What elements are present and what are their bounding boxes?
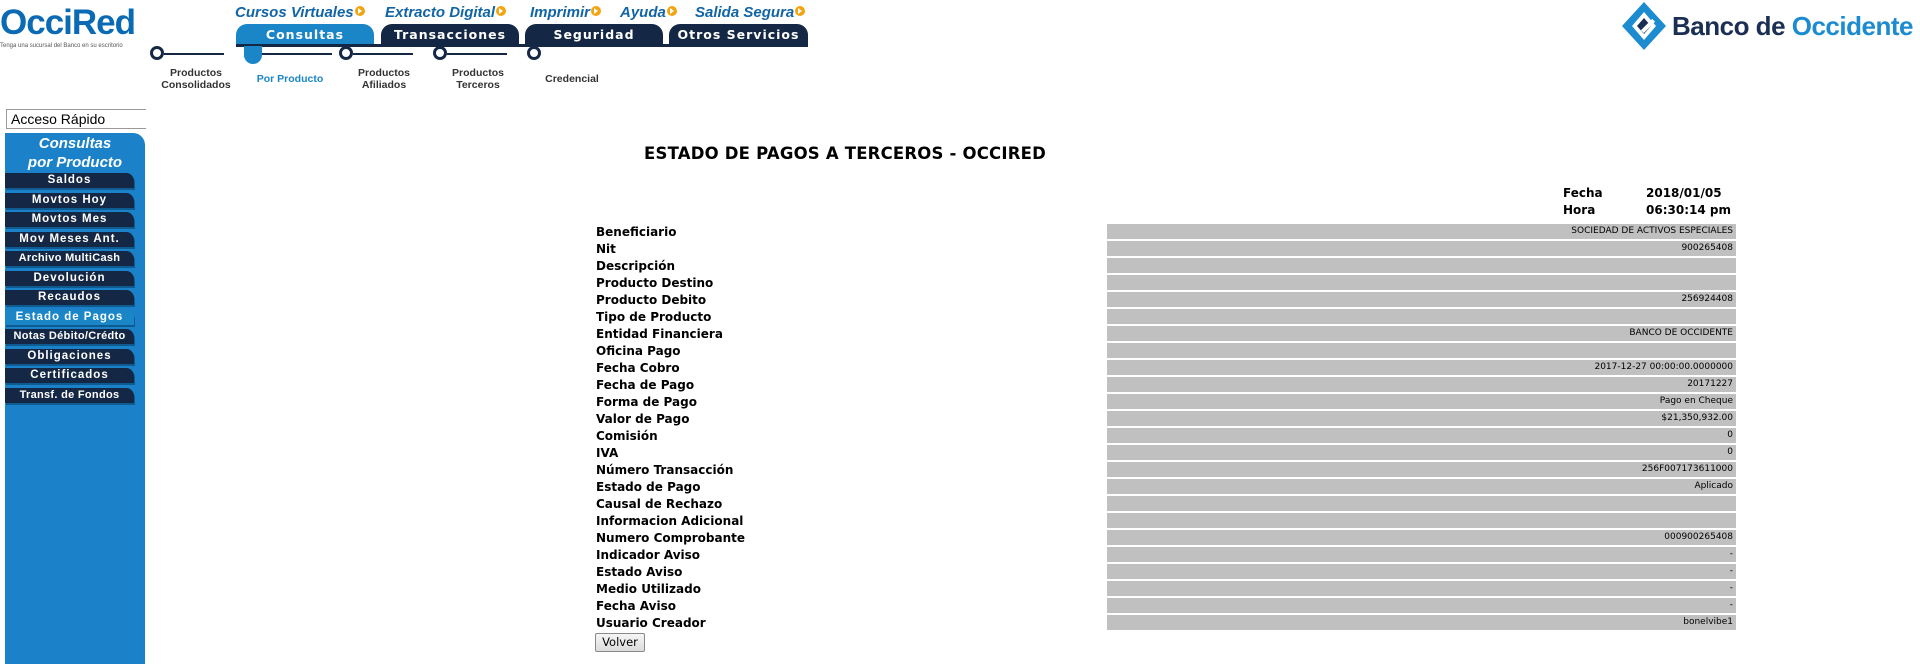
- subnav-label-line2: Terceros: [456, 79, 500, 91]
- detail-row: [596, 224, 1736, 241]
- logo-tagline: Tenga una sucursal del Banco en su escritorio: [0, 43, 123, 49]
- detail-label: Entidad Financiera: [596, 327, 723, 341]
- subnav-label-line1: Credencial: [545, 73, 599, 85]
- subnav-por-producto[interactable]: [245, 73, 335, 85]
- tab-otros-servicios[interactable]: Otros Servicios: [669, 24, 808, 46]
- detail-label: Nit: [596, 242, 616, 256]
- detail-label: Forma de Pago: [596, 395, 697, 409]
- detail-value: -: [1107, 564, 1736, 579]
- back-button[interactable]: Volver: [595, 633, 645, 652]
- sidebar: [5, 133, 145, 664]
- detail-label: Estado Aviso: [596, 565, 683, 579]
- sidebar-item-notas-debito-credito[interactable]: Notas Débito/Crédto: [5, 329, 134, 344]
- detail-label: Oficina Pago: [596, 344, 681, 358]
- detail-value: $21,350,932.00: [1107, 411, 1736, 426]
- sidebar-item-movtos-mes[interactable]: Movtos Mes: [5, 212, 134, 227]
- detail-label: Fecha Cobro: [596, 361, 680, 375]
- detail-value: [1107, 513, 1736, 528]
- detail-label: Indicador Aviso: [596, 548, 701, 562]
- detail-value: 000900265408: [1107, 530, 1736, 545]
- sidebar-item-saldos[interactable]: Saldos: [5, 173, 134, 188]
- sidebar-title-line2: por Producto: [27, 154, 123, 171]
- detail-value: 256F007173611000: [1107, 462, 1736, 477]
- detail-value: bonelvibe1: [1107, 615, 1736, 630]
- sidebar-menu: [5, 173, 145, 403]
- detail-label: Valor de Pago: [596, 412, 690, 426]
- subnav-marker-active: [244, 46, 262, 64]
- detail-value: -: [1107, 598, 1736, 613]
- link-cursos-virtuales[interactable]: Cursos Virtuales: [235, 4, 365, 21]
- bank-name: Banco de Occidente: [1672, 11, 1913, 41]
- detail-row: [596, 258, 1736, 275]
- detail-label: Tipo de Producto: [596, 310, 712, 324]
- sidebar-item-transf-de-fondos[interactable]: Transf. de Fondos: [5, 388, 134, 403]
- subnav-marker: [433, 46, 447, 60]
- detail-row: [596, 462, 1736, 479]
- subnav-label-line1: Productos: [452, 67, 504, 79]
- subnav-connector: [353, 53, 413, 55]
- arrow-icon: [795, 6, 805, 16]
- detail-label: Producto Destino: [596, 276, 714, 290]
- date-value: 2018/01/05: [1646, 186, 1722, 200]
- bank-emblem-icon: [1620, 0, 1668, 56]
- detail-value: SOCIEDAD DE ACTIVOS ESPECIALES: [1107, 224, 1736, 239]
- detail-row: [596, 479, 1736, 496]
- detail-row: [596, 598, 1736, 615]
- sidebar-item-recaudos[interactable]: Recaudos: [5, 290, 134, 305]
- arrow-icon: [667, 6, 677, 16]
- detail-row: [596, 292, 1736, 309]
- subnav-connector: [262, 53, 332, 55]
- detail-label: Número Transacción: [596, 463, 734, 477]
- detail-label: Comisión: [596, 429, 658, 443]
- subnav-productos-consolidados[interactable]: [151, 67, 241, 91]
- detail-row: [596, 513, 1736, 530]
- subnav-connector: [164, 53, 224, 55]
- detail-value: [1107, 343, 1736, 358]
- detail-value: 2017-12-27 00:00:00.0000000: [1107, 360, 1736, 375]
- detail-value: Pago en Cheque: [1107, 394, 1736, 409]
- link-extracto-digital[interactable]: Extracto Digital: [385, 4, 506, 21]
- time-value: 06:30:14 pm: [1646, 203, 1731, 217]
- detail-row: [596, 326, 1736, 343]
- detail-row: [596, 394, 1736, 411]
- detail-row: [596, 615, 1736, 632]
- detail-value: BANCO DE OCCIDENTE: [1107, 326, 1736, 341]
- detail-value: -: [1107, 581, 1736, 596]
- sidebar-title-line1: Consultas: [38, 135, 112, 152]
- detail-label: Beneficiario: [596, 225, 677, 239]
- sub-nav: [0, 46, 820, 96]
- arrow-icon: [355, 6, 365, 16]
- detail-row: [596, 530, 1736, 547]
- subnav-label-line1: Productos: [170, 67, 222, 79]
- quick-access-select[interactable]: Acceso Rápido: [6, 109, 146, 129]
- detail-label: Usuario Creador: [596, 616, 706, 630]
- subnav-marker: [527, 46, 541, 60]
- detail-row: [596, 309, 1736, 326]
- arrow-icon: [591, 6, 601, 16]
- tab-consultas[interactable]: Consultas: [236, 24, 374, 46]
- detail-value: [1107, 258, 1736, 273]
- detail-label: IVA: [596, 446, 619, 460]
- subnav-marker: [150, 46, 164, 60]
- subnav-label-line2: Consolidados: [161, 79, 231, 91]
- sidebar-item-mov-meses-ant[interactable]: Mov Meses Ant.: [5, 232, 134, 247]
- subnav-connector: [447, 53, 507, 55]
- subnav-marker: [339, 46, 353, 60]
- arrow-icon: [496, 6, 506, 16]
- sidebar-item-certificados[interactable]: Certificados: [5, 368, 134, 383]
- subnav-credencial[interactable]: [527, 73, 617, 85]
- detail-label: Numero Comprobante: [596, 531, 745, 545]
- subnav-productos-afiliados[interactable]: [339, 67, 429, 91]
- detail-row: [596, 275, 1736, 292]
- detail-value: 20171227: [1107, 377, 1736, 392]
- detail-value: 0: [1107, 445, 1736, 460]
- detail-row: [596, 343, 1736, 360]
- detail-row: [596, 547, 1736, 564]
- link-ayuda[interactable]: Ayuda: [620, 4, 677, 21]
- sidebar-item-archivo-multicash[interactable]: Archivo MultiCash: [5, 251, 134, 266]
- date-time-info: [1563, 185, 1731, 219]
- detail-label: Informacion Adicional: [596, 514, 744, 528]
- page-title: ESTADO DE PAGOS A TERCEROS - OCCIRED: [644, 144, 1046, 163]
- detail-row: [596, 360, 1736, 377]
- logo-text: OcciRed: [0, 3, 135, 42]
- detail-value: 900265408: [1107, 241, 1736, 256]
- time-row: [1563, 202, 1731, 219]
- detail-row: [596, 564, 1736, 581]
- detail-row: [596, 496, 1736, 513]
- detail-label: Medio Utilizado: [596, 582, 701, 596]
- tab-transacciones[interactable]: Transacciones: [381, 24, 519, 46]
- sidebar-item-estado-de-pagos[interactable]: Estado de Pagos: [5, 310, 134, 325]
- detail-row: [596, 428, 1736, 445]
- detail-value: Aplicado: [1107, 479, 1736, 494]
- subnav-productos-terceros[interactable]: [433, 67, 523, 91]
- detail-row: [596, 411, 1736, 428]
- date-label: Fecha: [1563, 186, 1603, 200]
- detail-row: [596, 241, 1736, 258]
- date-row: [1563, 185, 1731, 202]
- time-label: Hora: [1563, 203, 1596, 217]
- subnav-label-line2: Afiliados: [361, 79, 407, 91]
- link-salida-segura[interactable]: Salida Segura: [695, 4, 805, 21]
- detail-row: [596, 445, 1736, 462]
- sidebar-item-movtos-hoy[interactable]: Movtos Hoy: [5, 193, 134, 208]
- detail-value: [1107, 275, 1736, 290]
- detail-value: -: [1107, 547, 1736, 562]
- detail-label: Fecha de Pago: [596, 378, 695, 392]
- detail-row: [596, 377, 1736, 394]
- detail-label: Descripción: [596, 259, 675, 273]
- detail-label: Causal de Rechazo: [596, 497, 723, 511]
- payment-details: [596, 224, 1736, 632]
- detail-label: Estado de Pago: [596, 480, 701, 494]
- link-imprimir[interactable]: Imprimir: [530, 4, 601, 21]
- detail-value: 256924408: [1107, 292, 1736, 307]
- detail-row: [596, 581, 1736, 598]
- detail-value: [1107, 309, 1736, 324]
- subnav-label-line1: Por Producto: [256, 73, 324, 85]
- detail-label: Producto Debito: [596, 293, 707, 307]
- subnav-label-line1: Productos: [358, 67, 410, 79]
- detail-value: 0: [1107, 428, 1736, 443]
- detail-label: Fecha Aviso: [596, 599, 676, 613]
- detail-value: [1107, 496, 1736, 511]
- sidebar-item-devolucion[interactable]: Devolución: [5, 271, 134, 286]
- tab-seguridad[interactable]: Seguridad: [525, 24, 663, 46]
- sidebar-item-obligaciones[interactable]: Obligaciones: [5, 349, 134, 364]
